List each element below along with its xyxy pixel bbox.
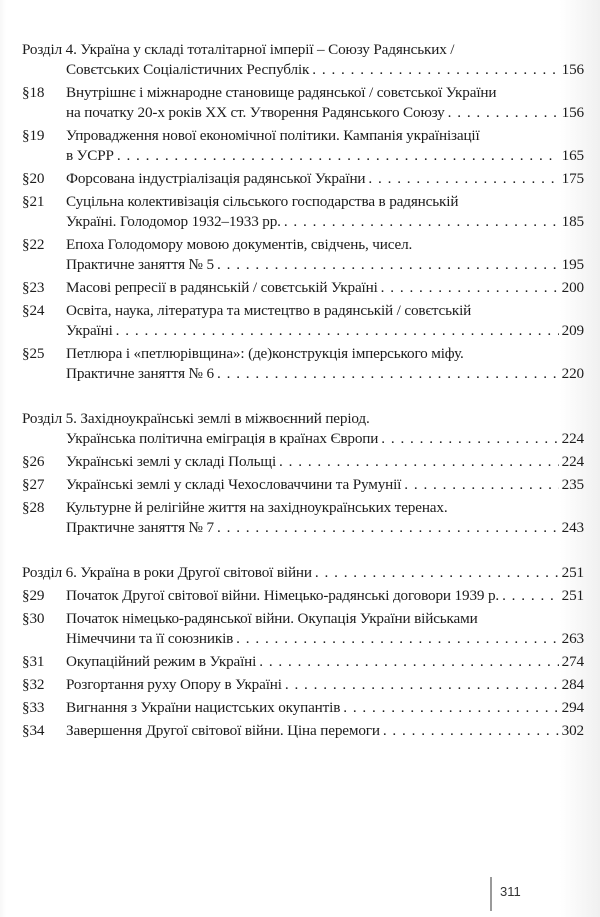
dot-leader [217, 255, 559, 275]
toc-entry-line-text: Українські землі у складі Польщі [66, 453, 277, 470]
toc-entry-number: §20 [22, 170, 45, 187]
toc-entry-number: §23 [22, 279, 45, 296]
toc-entry[interactable] [22, 192, 584, 232]
dot-leader [381, 278, 559, 298]
toc-entry[interactable] [22, 235, 584, 275]
toc-entry-line [66, 675, 584, 695]
dot-leader [343, 698, 558, 718]
toc-entry-line [66, 452, 584, 472]
toc-entry-line [66, 169, 584, 189]
toc-entry-title [66, 609, 584, 649]
dot-leader [279, 452, 559, 472]
dot-leader [284, 212, 559, 232]
toc-entry-line [22, 60, 584, 80]
toc-entry-number: §21 [22, 193, 45, 210]
toc-entry-line: Розділ 4. Україна у складі тоталітарної імперії – Союзу Радянських / [22, 41, 455, 58]
dot-leader [315, 563, 559, 583]
toc-page-number: 175 [561, 170, 584, 187]
toc-entry[interactable] [22, 586, 584, 606]
toc-entry-number: §25 [22, 345, 45, 362]
toc-entry-line-text: Форсована індустріалізація радянської України [66, 170, 366, 187]
toc-entry-number: §26 [22, 453, 45, 470]
toc-entry-line-text: Практичне заняття № 5 [66, 256, 214, 273]
toc-page-number: 251 [561, 587, 584, 604]
toc-entry[interactable] [22, 83, 584, 123]
toc-entry-line-text: Україні [66, 322, 113, 339]
toc-entry-number: §18 [22, 84, 45, 101]
toc-entry-line-text: Масові репресії в радянській / совєтській Україні [66, 279, 378, 296]
toc-entry-number: §32 [22, 676, 45, 693]
toc-entry-line-text: Розділ 6. Україна в роки Другої світової війни [22, 564, 312, 581]
dot-leader [368, 169, 558, 189]
toc-entry[interactable] [22, 721, 584, 741]
toc-entry-title [66, 344, 584, 384]
toc-entry-title [66, 83, 584, 123]
toc-entry[interactable] [22, 452, 584, 472]
toc-page-number: 209 [561, 322, 584, 339]
toc-entry[interactable] [22, 698, 584, 718]
toc-entry-number: §33 [22, 699, 45, 716]
toc-entry-title [66, 652, 584, 672]
toc-page-number: 195 [561, 256, 584, 273]
toc-entry-title [66, 235, 584, 275]
toc-entry-line-text: на початку 20-х років ХХ ст. Утворення Радянського Союзу [66, 104, 445, 121]
toc-entry-line: Суцільна колективізація сільського господарства в радянській [66, 193, 459, 210]
toc-entry-line: Культурне й релігійне життя на західноукраїнських теренах. [66, 499, 448, 516]
toc-entry-line-text: Практичне заняття № 6 [66, 365, 214, 382]
toc-page-number: 224 [561, 430, 584, 447]
toc-section [22, 563, 584, 741]
toc-entry[interactable] [22, 126, 584, 166]
toc-page-number: 224 [561, 453, 584, 470]
toc-entry-title [22, 40, 584, 80]
toc-page-number: 200 [561, 279, 584, 296]
toc-page-number: 220 [561, 365, 584, 382]
toc-entry[interactable] [22, 609, 584, 649]
toc-entry-line [66, 586, 584, 606]
toc-entry-line [66, 698, 584, 718]
toc-entry-title [66, 675, 584, 695]
toc-entry-number: §29 [22, 587, 45, 604]
dot-leader [502, 586, 559, 606]
dot-leader [448, 103, 559, 123]
toc-entry-number: §34 [22, 722, 45, 739]
toc-entry-number: §31 [22, 653, 45, 670]
toc-page-number: 302 [561, 722, 584, 739]
dot-leader [381, 429, 558, 449]
folio-divider [490, 877, 492, 911]
toc-page-number: 284 [561, 676, 584, 693]
toc-entry-number: §19 [22, 127, 45, 144]
toc-entry-line-text: Практичне заняття № 7 [66, 519, 214, 536]
toc-entry-title [66, 475, 584, 495]
toc-entry-line [22, 563, 584, 583]
toc-entry[interactable] [22, 675, 584, 695]
toc-entry-line [66, 518, 584, 538]
toc-page-number: 156 [561, 104, 584, 121]
toc-entry[interactable] [22, 498, 584, 538]
dot-leader [117, 146, 559, 166]
toc-entry[interactable] [22, 344, 584, 384]
toc-entry-line [66, 475, 584, 495]
dot-leader [116, 321, 559, 341]
toc-entry[interactable] [22, 278, 584, 298]
toc-entry-line [66, 364, 584, 384]
dot-leader [236, 629, 558, 649]
toc-entry-line-text: Завершення Другої світової війни. Ціна перемоги [66, 722, 380, 739]
table-of-contents [22, 40, 584, 766]
toc-entry-line-text: Німеччини та її союзників [66, 630, 234, 647]
dot-leader [404, 475, 558, 495]
toc-page-number: 243 [561, 519, 584, 536]
toc-entry-line-text: Україні. Голодомор 1932–1933 рр. [66, 213, 281, 230]
toc-entry-line-text: Розгортання руху Опору в Україні [66, 676, 282, 693]
toc-page-number: 165 [561, 147, 584, 164]
toc-entry-line-text: Окупаційний режим в Україні [66, 653, 257, 670]
toc-entry-number: §30 [22, 610, 45, 627]
toc-page-number: 185 [561, 213, 584, 230]
toc-entry-title [22, 409, 584, 449]
dot-leader [383, 721, 559, 741]
toc-entry-line: Петлюра і «петлюрівщина»: (де)конструкція імперського міфу. [66, 345, 464, 362]
toc-page-number: 156 [561, 61, 584, 78]
toc-entry-line [66, 321, 584, 341]
toc-entry-title [66, 721, 584, 741]
toc-entry-title [66, 278, 584, 298]
dot-leader [312, 60, 558, 80]
toc-section [22, 40, 584, 384]
toc-entry-title [66, 452, 584, 472]
toc-entry-line [66, 212, 584, 232]
toc-entry-number: §28 [22, 499, 45, 516]
page-number: 311 [500, 884, 521, 899]
toc-page-number: 274 [561, 653, 584, 670]
toc-entry-line: Початок німецько-радянської війни. Окупація України військами [66, 610, 478, 627]
toc-chapter-entry[interactable] [22, 409, 584, 449]
dot-leader [217, 518, 559, 538]
toc-entry-line-text: в УСРР [66, 147, 114, 164]
dot-leader [217, 364, 559, 384]
toc-entry-line-text: Совєтських Соціалістичних Республік [66, 61, 310, 78]
toc-entry-line-text: Початок Другої світової війни. Німецько-радянські договори 1939 р. [66, 587, 500, 604]
toc-entry-title [22, 563, 584, 583]
toc-entry-title [66, 698, 584, 718]
toc-entry-line: Освіта, наука, література та мистецтво в радянській / совєтській [66, 302, 472, 319]
toc-entry[interactable] [22, 301, 584, 341]
dot-leader [285, 675, 559, 695]
toc-entry-line [66, 278, 584, 298]
toc-entry-number: §27 [22, 476, 45, 493]
toc-entry-line-text: Вигнання з України нацистських окупантів [66, 699, 341, 716]
toc-chapter-entry[interactable] [22, 563, 584, 583]
toc-entry-line [66, 721, 584, 741]
toc-chapter-entry[interactable] [22, 40, 584, 80]
toc-entry-title [66, 126, 584, 166]
toc-entry[interactable] [22, 652, 584, 672]
toc-entry-title [66, 169, 584, 189]
toc-entry-line: Розділ 5. Західноукраїнські землі в міжвоєнний період. [22, 410, 370, 427]
toc-entry-line: Внутрішнє і міжнародне становище радянської / совєтської України [66, 84, 497, 101]
toc-section [22, 409, 584, 538]
toc-page-number: 235 [561, 476, 584, 493]
toc-page-number: 294 [561, 699, 584, 716]
toc-entry-line [66, 103, 584, 123]
toc-entry[interactable] [22, 475, 584, 495]
toc-entry[interactable] [22, 169, 584, 189]
toc-entry-number: §24 [22, 302, 45, 319]
toc-entry-line-text: Українська політична еміграція в країнах Європи [66, 430, 379, 447]
toc-entry-title [66, 192, 584, 232]
toc-page-number: 251 [561, 564, 584, 581]
toc-entry-line [66, 652, 584, 672]
toc-entry-line: Упровадження нової економічної політики. Кампанія українізації [66, 127, 480, 144]
toc-entry-line-text: Українські землі у складі Чехословаччини та Румунії [66, 476, 402, 493]
toc-entry-line [66, 146, 584, 166]
toc-entry-title [66, 586, 584, 606]
toc-entry-title [66, 301, 584, 341]
toc-entry-line [66, 629, 584, 649]
dot-leader [259, 652, 558, 672]
toc-entry-line [66, 255, 584, 275]
toc-entry-line: Епоха Голодомору мовою документів, свідчень, чисел. [66, 236, 413, 253]
toc-entry-line [22, 429, 584, 449]
toc-page-number: 263 [561, 630, 584, 647]
toc-entry-title [66, 498, 584, 538]
toc-entry-number: §22 [22, 236, 45, 253]
